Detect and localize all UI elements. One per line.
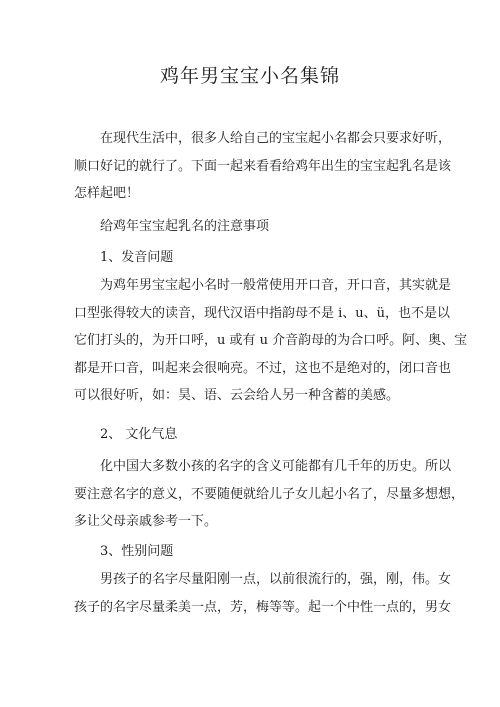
paragraph-line: 多让父母亲戚参考一下。 (74, 514, 218, 529)
paragraph-line: 孩子的名字尽量柔美一点，芳，梅等等。起一个中性一点的，男女 (74, 599, 452, 615)
intro-paragraph (74, 125, 452, 208)
paragraph-line: 它们打头的，为开口呼，u 或有 u 介音韵母的为合口呼。阿、奥、宝 (74, 333, 468, 348)
section-body-pronunciation (74, 272, 468, 410)
section-heading-gender: 3、性别问题 (100, 544, 174, 559)
paragraph-line: 要注意名字的意义，不要随便就给儿子女儿起小名了，尽量多想想， (74, 486, 465, 502)
paragraph-line: 都是开口音，叫起来会很响亮。不过，这也不是绝对的，闭口音也 (74, 360, 452, 376)
paragraph-line: 口型张得较大的读音，现代汉语中指韵母不是 i、u、ü，也不是以 (74, 305, 451, 321)
paragraph-line: 为鸡年男宝宝起小名时一般常使用开口音，开口音，其实就是 (100, 278, 452, 293)
section-body-culture (74, 453, 465, 536)
paragraph-line: 怎样起吧！ (74, 186, 140, 201)
paragraph-line: 男孩子的名字尽量阳刚一点，以前很流行的，强，刚，伟。女 (100, 572, 452, 587)
paragraph-line: 顺口好记的就行了。下面一起来看看给鸡年出生的宝宝起乳名是该 (74, 158, 452, 174)
document-title: 鸡年男宝宝小名集锦 (159, 65, 340, 87)
notice-heading: 给鸡年宝宝起乳名的注意事项 (100, 219, 270, 234)
section-body-gender (74, 566, 452, 621)
paragraph-line: 化中国大多数小孩的名字的含义可能都有几千年的历史。所以 (100, 459, 452, 474)
paragraph-line: 可以很好听，如：昊、语、云会给人另一种含蓄的美感。 (74, 388, 400, 403)
paragraph-line: 在现代生活中，很多人给自己的宝宝起小名都会只要求好听， (100, 131, 452, 146)
section-heading-pronunciation: 1、发音问题 (100, 250, 174, 265)
section-heading-culture: 2、 文化气息 (100, 427, 178, 442)
